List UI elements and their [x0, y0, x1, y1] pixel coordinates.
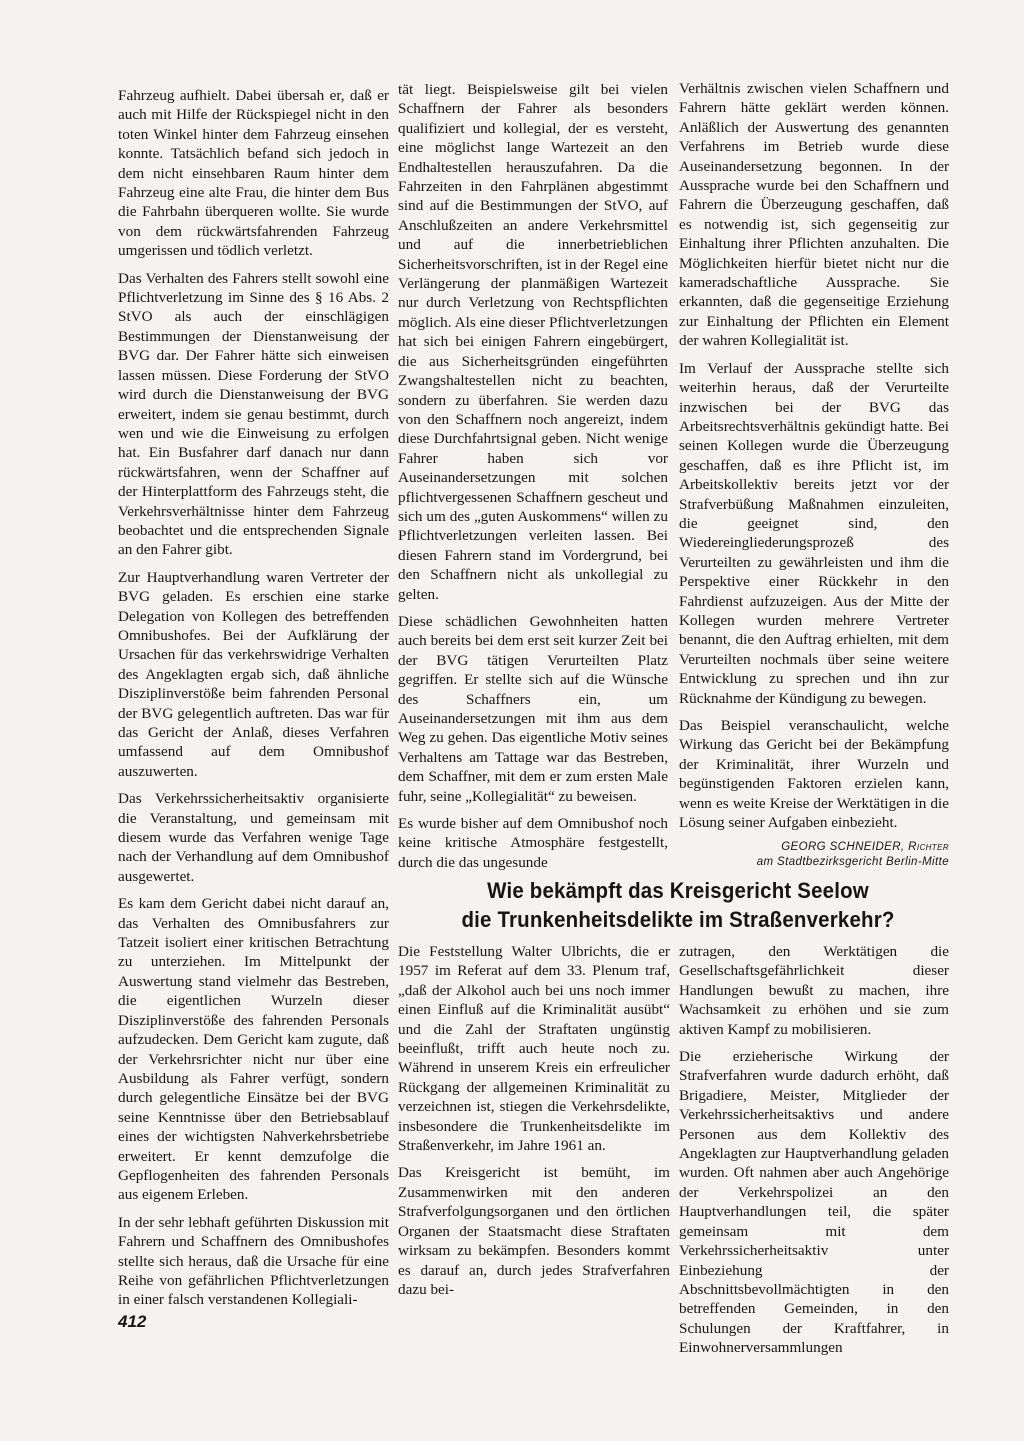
headline-line-2: die Trunkenheitsdelikte im Straßenverkehr? [461, 907, 895, 932]
paragraph: In der sehr lebhaft geführten Diskussion mit Fahrern und Schaffnern des Omnibushofes stellte sich heraus, daß die Ursache für eine Reihe von gefährlichen Pflichtverletzungen in einer falsch verstandenen Kollegiali- [118, 1213, 389, 1309]
paragraph: Zur Hauptverhandlung waren Vertreter der BVG geladen. Es erschien eine starke Delegation von Kollegen des betreffenden Omnibushofes. Bei der Aufklärung der Ursachen für das verkehrswidrige Verhalten des Angeklagten ergab sich, daß ähnliche Disziplinverstöße beim fahrenden Personal der BVG gelegentlich auftreten. Das war für das Gericht der Anlaß, dieses Verfahren umfassend auf dem Omnibushof auszuwerten. [118, 568, 389, 780]
headline-line-1: Wie bekämpft das Kreisgericht Seelow [487, 878, 869, 903]
paragraph: Fahrzeug aufhielt. Dabei übersah er, daß er auch mit Hilfe der Rückspiegel nicht in den toten Winkel hinter dem Fahrzeug einsehen konnte. Tatsächlich befand sich jedoch in dem nicht einsehbaren Raum hinter dem Fahrzeug eine alte Frau, die hinter dem Bus die Fahrbahn überqueren wollte. Sie wurde von dem rückwärtsfahrenden Fahrzeug umgerissen und tödlich verletzt. [118, 87, 389, 260]
paragraph: Es kam dem Gericht dabei nicht darauf an, das Verhalten des Omnibusfahrers zur Tatzeit isoliert einer kritischen Betrachtung zu unterziehen. Im Mittelpunkt der Auswertung stand vielmehr das Bestreben, die eigentlichen Wurzeln dieser Disziplinverstöße des fahrenden Personals aufzudecken. Dem Gericht kam zugute, daß der Verkehrsrichter nicht nur über eine Ausbildung als Fahrer verfügt, sondern durch gelegentliche Einsätze bei der BVG seine Kenntnisse über den Betriebsablauf eines der wichtigsten Nahverkehrsbetriebe erweitert. Er kennt demzufolge die Gepflogenheiten des fahrenden Personals aus eigenem Erleben. [118, 895, 389, 1204]
paragraph: Die Feststellung Walter Ulbrichts, die er 1957 im Referat auf dem 33. Plenum traf, „daß der Alkohol auch bei uns noch immer einen Einfluß auf die Kriminalität ausübt“ und die Zahl der Straftaten ungünstig beeinflußt, trifft auch heute noch zu. Während in unserem Kreis ein erfreulicher Rückgang der allgemeinen Kriminalität zu verzeichnen ist, stiegen die Verkehrsdelikte, insbesondere die Trunkenheitsdelikte im Straßenverkehr, im Jahre 1961 an. [398, 943, 670, 1155]
paragraph: Das Beispiel veranschaulicht, welche Wirkung das Gericht bei der Bekämpfung der Kriminalität, ihrer Wurzeln und begünstigenden Faktoren erzielen kann, wenn es weite Kreise der Werktätigen in die Lösung seiner Aufgaben einbezieht. [679, 717, 949, 832]
article-headline [418, 876, 939, 934]
page-number: 412 [118, 1312, 147, 1331]
article-column-2 [398, 80, 668, 872]
paragraph: Im Verlauf der Aussprache stellte sich weiterhin heraus, daß der Verurteilte inzwischen bei der BVG das Arbeitsrechtsverhältnis gekündigt hatte. Bei seinen Kollegen wurde die Überzeugung geschaffen, daß es ihre Pflicht ist, im Arbeitskollektiv bereits jetzt vor der Strafverbüßung Maßnahmen einzuleiten, die geeignet sind, den Wiedereingliederungsprozeß des Verurteilten zu gewährleisten und ihm die Perspektive einer Rückkehr in den Fahrdienst aufzuzeigen. Aus der Mitte der Kollegen wurden mehrere Vertreter benannt, die den Auftrag erhielten, mit dem Verurteilten nochmals über seine weitere Entwicklung zu sprechen und ihn zur Rücknahme der Kündigung zu bewegen. [679, 359, 949, 707]
paragraph: Es wurde bisher auf dem Omnibushof noch keine kritische Atmosphäre festgestellt, durch die das ungesunde [398, 815, 668, 871]
paragraph: Die erzieherische Wirkung der Strafverfahren wurde dadurch erhöht, daß Brigadiere, Meister, Mitglieder der Verkehrssicherheitsaktivs und andere Personen aus dem Kollektiv des Angeklagten zur Hauptverhandlung geladen wurden. Oft nahmen aber auch Angehörige der Verkehrspolizei an den Hauptverhandlungen teil, die später gemeinsam mit dem Verkehrssicherheitsaktiv unter Einbeziehung der Abschnittsbevollmächtigten in den betreffenden Gemeinden, in den Schulungen der Kraftfahrer, in Einwohnerversammlungen [679, 1048, 949, 1357]
author-court: am Stadtbezirksgericht Berlin-Mitte [756, 856, 949, 869]
second-article-column-1 [398, 942, 670, 1299]
paragraph: Verhältnis zwischen vielen Schaffnern und Fahrern hätte geklärt werden können. Anläßlich der Auswertung des genannten Verfahrens im Betrieb wurde diese Auseinandersetzung begonnen. In der Aussprache wurde bei den Schaffnern und Fahrern die Überzeugung geschaffen, daß es notwendig ist, sich gegenseitig zur Einhaltung ihrer Pflichten anzuhalten. Die Möglichkeiten hierfür bietet nicht nur die kameradschaftliche Aussprache. Sie erkannten, daß die gegenseitige Erziehung zur Einhaltung der Pflichten ein Element der wahren Kollegialität ist. [679, 80, 949, 350]
paragraph: Diese schädlichen Gewohnheiten hatten auch bereits bei dem erst seit kurzer Zeit bei der BVG tätigen Verurteilten Platz gegriffen. Er stellte sich auf die Wünsche des Schaffners ein, um Auseinandersetzungen mit ihm aus dem Weg zu gehen. Das eigentliche Motiv seines Verhaltens am Tattage war das Bestreben, dem Schaffner, mit dem er zum ersten Male fuhr, seine „Kollegialität“ zu beweisen. [398, 612, 668, 805]
paragraph: zutragen, den Werktätigen die Gesellschaftsgefährlichkeit dieser Handlungen bewußt zu machen, ihre Wachsamkeit zu erhöhen und sie zum aktiven Kampf zu mobilisieren. [679, 943, 949, 1038]
article-column-3 [679, 79, 949, 870]
article-column-1 [118, 86, 389, 1310]
author-signature [679, 840, 949, 870]
second-article-column-2 [679, 942, 949, 1358]
paragraph: tät liegt. Beispielsweise gilt bei vielen Schaffnern der Fahrer als besonders qualifiziert und kollegial, der es versteht, eine möglichst lange Wartezeit an den Endhaltestellen herauszufahren. Da die Fahrzeiten in den Fahrplänen abgestimmt sind auf die Bestimmungen der StVO, auf Anschlußzeiten an andere Verkehrsmittel und auf die innerbetrieblichen Sicherheitsvorschriften, ist in der Regel eine Verlängerung der planmäßigen Wartezeit nur durch Verletzung von Rechtspflichten möglich. Als eine dieser Pflichtverletzungen hat sich bei einigen Fahrern eingebürgert, die aus Sicherheitsgründen eingeführten Zwangshaltestellen nicht zu beachten, sondern zu überfahren. Sie werden dazu von den Schaffnern noch angereizt, indem diese Durchfahrtsignal geben. Nicht wenige Fahrer haben sich vor Auseinandersetzungen mit solchen pflichtvergessenen Schaffnern gescheut und sich um des „guten Auskommens“ willen zu Pflichtverletzungen verleiten lassen. Bei diesen Fahrern stand im Vordergrund, bei den Schaffnern nicht als unkollegial zu gelten. [398, 81, 668, 603]
paragraph: Das Verhalten des Fahrers stellt sowohl eine Pflichtverletzung im Sinne des § 16 Abs. 2 StVO als auch der einschlägigen Bestimmungen der Dienstanweisung der BVG dar. Der Fahrer hätte sich einweisen lassen müssen. Diese Forderung der StVO wird durch die Dienstanweisung der BVG erweitert, indem sie genau bestimmt, durch wen und wie die Einweisung zu erfolgen hat. Ein Busfahrer darf danach nur dann rückwärtsfahren, wenn der Schaffner auf der Hinterplattform des Fahrzeugs steht, die Verkehrsverhältnisse hinter dem Fahrzeug beobachtet und die entsprechenden Signale an den Fahrer gibt. [118, 269, 389, 559]
paragraph: Das Verkehrssicherheitsaktiv organisierte die Veranstaltung, und gemeinsam mit diesem wurde das Verfahren wenige Tage nach der Verhandlung auf dem Omnibushof ausgewertet. [118, 790, 389, 885]
author-name: GEORG SCHNEIDER, Richter [781, 841, 949, 854]
paragraph: Das Kreisgericht ist bemüht, im Zusammenwirken mit den anderen Strafverfolgungsorganen und den örtlichen Organen der Staatsmacht diese Straftaten wirksam zu bekämpfen. Besonders kommt es darauf an, durch jedes Strafverfahren dazu bei- [398, 1164, 670, 1298]
